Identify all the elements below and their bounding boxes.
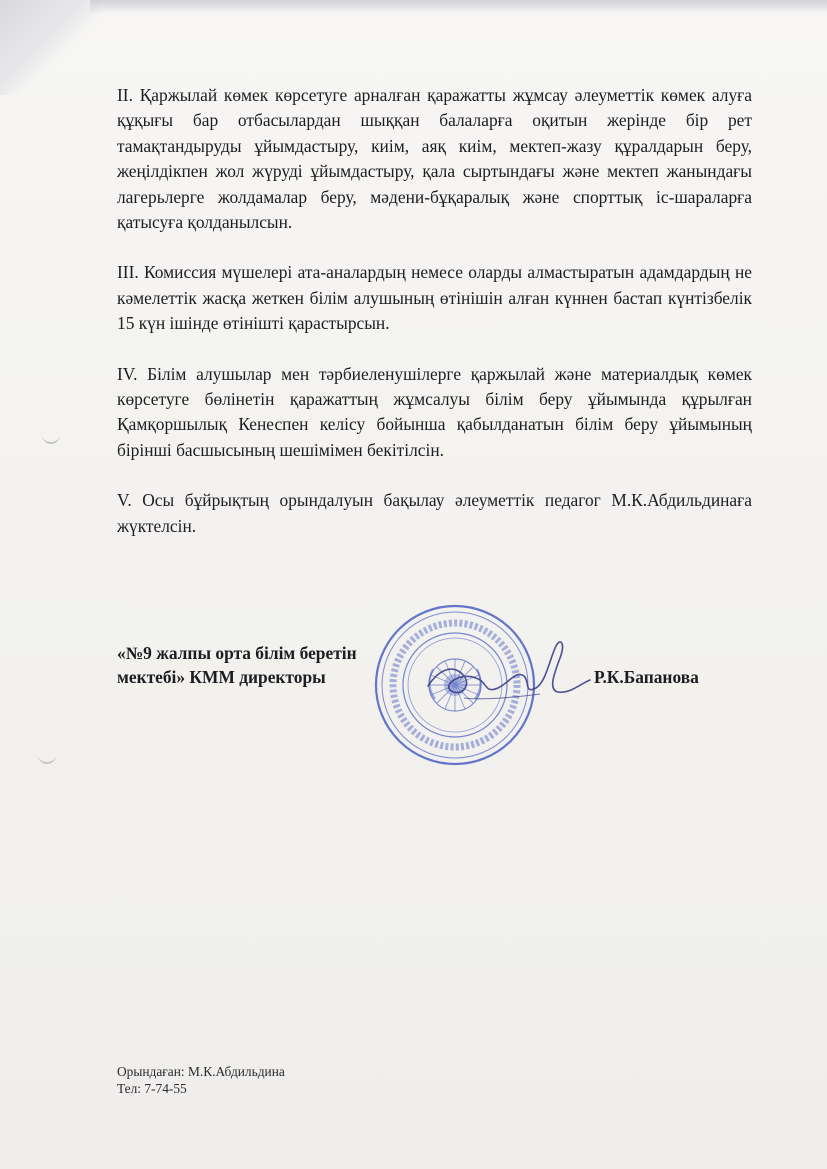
phone-line: Тел: 7-74-55: [117, 1081, 187, 1096]
order-body: [117, 83, 752, 564]
paragraph-3: III. Комиссия мүшелері ата-аналардың немесе оларды алмастыратын адамдардың не кәмелеттік жасқа жеткен білім алушының өтінішін алған күннен бастап күнтізбелік 15 күн ішінде өтінішті қарастырсын.: [117, 262, 752, 334]
executor-footer: [117, 1063, 285, 1097]
punch-hole-mark: [38, 752, 56, 764]
director-name: Р.К.Бапанова: [594, 667, 699, 687]
page-fold-shadow: [0, 0, 100, 95]
paragraph-4: IV. Білім алушылар мен тәрбиеленушілерге қаржылай және материалдық көмек көрсетуге бөлінетін қаражаттың жұмсалуы білім беру ұйымында құрылған Қамқоршылық Кенеспен келісу бойынша қабылданатын білім беру ұйымының бірінші басшысының шешімімен бекітілсін.: [117, 363, 752, 460]
page-top-edge-shadow: [90, 0, 827, 14]
executor-line: Орындаған: М.К.Абдильдина: [117, 1064, 285, 1079]
punch-hole-mark: [42, 432, 60, 444]
signatory-organization: [117, 641, 417, 689]
signatory-org-line-2: мектебі» КММ директоры: [117, 667, 326, 687]
signatory-org-line-1: «№9 жалпы орта білім беретін: [117, 643, 357, 663]
paragraph-5: V. Осы бұйрықтың орындалуын бақылау әлеуметтік педагог М.К.Абдильдинаға жүктелсін.: [117, 490, 752, 536]
director-signature: [420, 628, 595, 718]
paragraph-2: II. Қаржылай көмек көрсетуге арналған қаражатты жұмсау әлеуметтік көмек алуға құқығы бар отбасылардан шыққан балаларға оқитын жерінде бір рет тамақтандыруды ұйымдастыру, киім, аяқ киім, мектеп-жазу құралдарын беру, жеңілдікпен жол жүруді ұйымдастыру, қала сыртындағы және мектеп жанындағы лагерьлерге жолдамалар беру, мәдени-бұқаралық және спорттық іс-шараларға қатысуға қолданылсын.: [117, 85, 752, 233]
